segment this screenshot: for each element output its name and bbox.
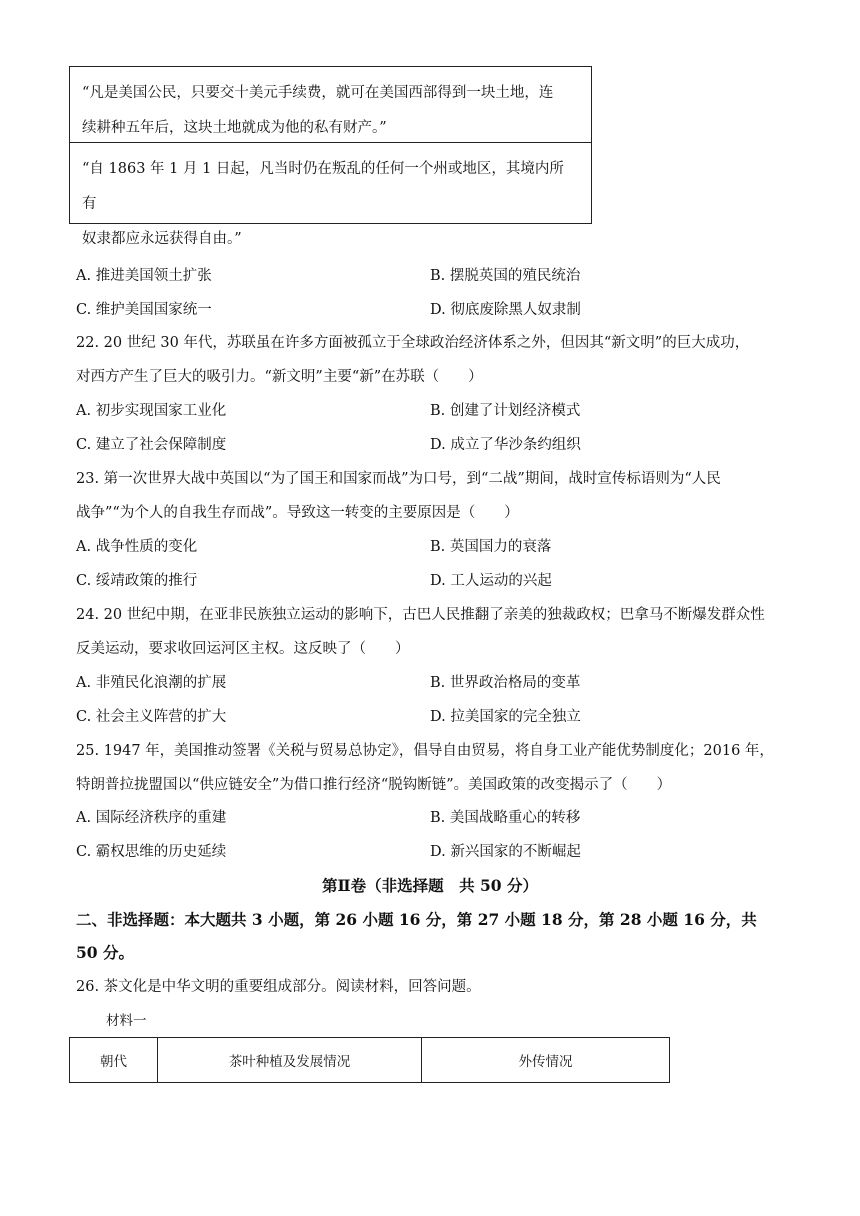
q25-option-c: C. 霸权思维的历史延续 — [76, 844, 227, 860]
quote-line: “凡是美国公民，只要交十美元手续费，就可在美国西部得到一块土地，连 — [82, 85, 554, 101]
quote-line: “自 1863 年 1 月 1 日起，凡当时仍在叛乱的任何一个州或地区，其境内所有 — [82, 161, 564, 212]
quote-cell-homestead — [70, 67, 591, 143]
q23-option-b: B. 英国国力的衰落 — [430, 539, 552, 555]
q25-option-b: B. 美国战略重心的转移 — [430, 810, 581, 826]
q24-stem-line1: 24. 20 世纪中期，在亚非民族独立运动的影响下，古巴人民推翻了亲美的独裁政权；巴拿马不断爆发群众性 — [76, 607, 765, 623]
q21-option-d: D. 彻底废除黑人奴隶制 — [430, 302, 581, 318]
q26-stem: 26. 茶文化是中华文明的重要组成部分。阅读材料，回答问题。 — [76, 979, 481, 995]
quote-table — [69, 66, 592, 247]
q23-option-a: A. 战争性质的变化 — [76, 539, 198, 555]
table-header-spread: 外传情况 — [518, 1054, 573, 1070]
table-header-cultivation: 茶叶种植及发展情况 — [158, 1038, 422, 1082]
q25-stem-line2: 特朗普拉拢盟国以“供应链安全”为借口推行经济“脱钩断链”。美国政策的改变揭示了（ ） — [76, 777, 672, 793]
q22-option-c: C. 建立了社会保障制度 — [76, 437, 227, 453]
quote-line: 奴隶都应永远获得自由。” — [82, 231, 242, 247]
q22-option-d: D. 成立了华沙条约组织 — [430, 437, 581, 453]
tea-table — [69, 1037, 670, 1083]
q25-option-d: D. 新兴国家的不断崛起 — [430, 844, 581, 860]
q24-option-c: C. 社会主义阵营的扩大 — [76, 709, 227, 725]
q24-stem-line2: 反美运动，要求收回运河区主权。这反映了（ ） — [76, 641, 410, 657]
q24-option-d: D. 拉美国家的完全独立 — [430, 709, 581, 725]
q23-stem-line1: 23. 第一次世界大战中英国以“为了国王和国家而战”为口号，到“二战”期间，战时宣传标语则为“人民 — [76, 471, 721, 487]
quote-line: 续耕种五年后，这块土地就成为他的私有财产。” — [82, 120, 387, 136]
q22-stem-line1: 22. 20 世纪 30 年代，苏联虽在许多方面被孤立于全球政治经济体系之外，但因其“新文明”的巨大成功， — [76, 335, 750, 351]
q24-option-b: B. 世界政治格局的变革 — [430, 675, 581, 691]
q21-option-b: B. 摆脱英国的殖民统治 — [430, 268, 581, 284]
q25-stem-line1: 25. 1947 年，美国推动签署《关税与贸易总协定》，倡导自由贸易，将自身工业产能优势制度化；2016 年， — [76, 743, 774, 759]
q22-option-b: B. 创建了计划经济模式 — [430, 403, 581, 419]
q21-option-c: C. 维护美国国家统一 — [76, 302, 212, 318]
table-header-dynasty: 朝代 — [70, 1038, 158, 1082]
q23-stem-line2: 战争”“为个人的自我生存而战”。导致这一转变的主要原因是（ ） — [76, 505, 519, 521]
q22-stem-line2: 对西方产生了巨大的吸引力。“新文明”主要“新”在苏联（ ） — [76, 369, 483, 385]
q24-option-a: A. 非殖民化浪潮的扩展 — [76, 675, 227, 691]
section-title: 第Ⅱ卷（非选择题 共 50 分） — [322, 876, 538, 895]
material-label: 材料一 — [106, 1013, 147, 1029]
section-instructions-line1: 二、非选择题：本大题共 3 小题，第 26 小题 16 分，第 27 小题 18 分，第 28 小题 16 分，共 — [76, 910, 757, 929]
q25-option-a: A. 国际经济秩序的重建 — [76, 810, 227, 826]
q23-option-d: D. 工人运动的兴起 — [430, 573, 552, 589]
q22-option-a: A. 初步实现国家工业化 — [76, 403, 227, 419]
quote-cell-emancipation — [70, 143, 591, 247]
section-instructions-line2: 50 分。 — [76, 943, 134, 962]
q23-option-c: C. 绥靖政策的推行 — [76, 573, 198, 589]
q21-option-a: A. 推进美国领土扩张 — [76, 268, 212, 284]
